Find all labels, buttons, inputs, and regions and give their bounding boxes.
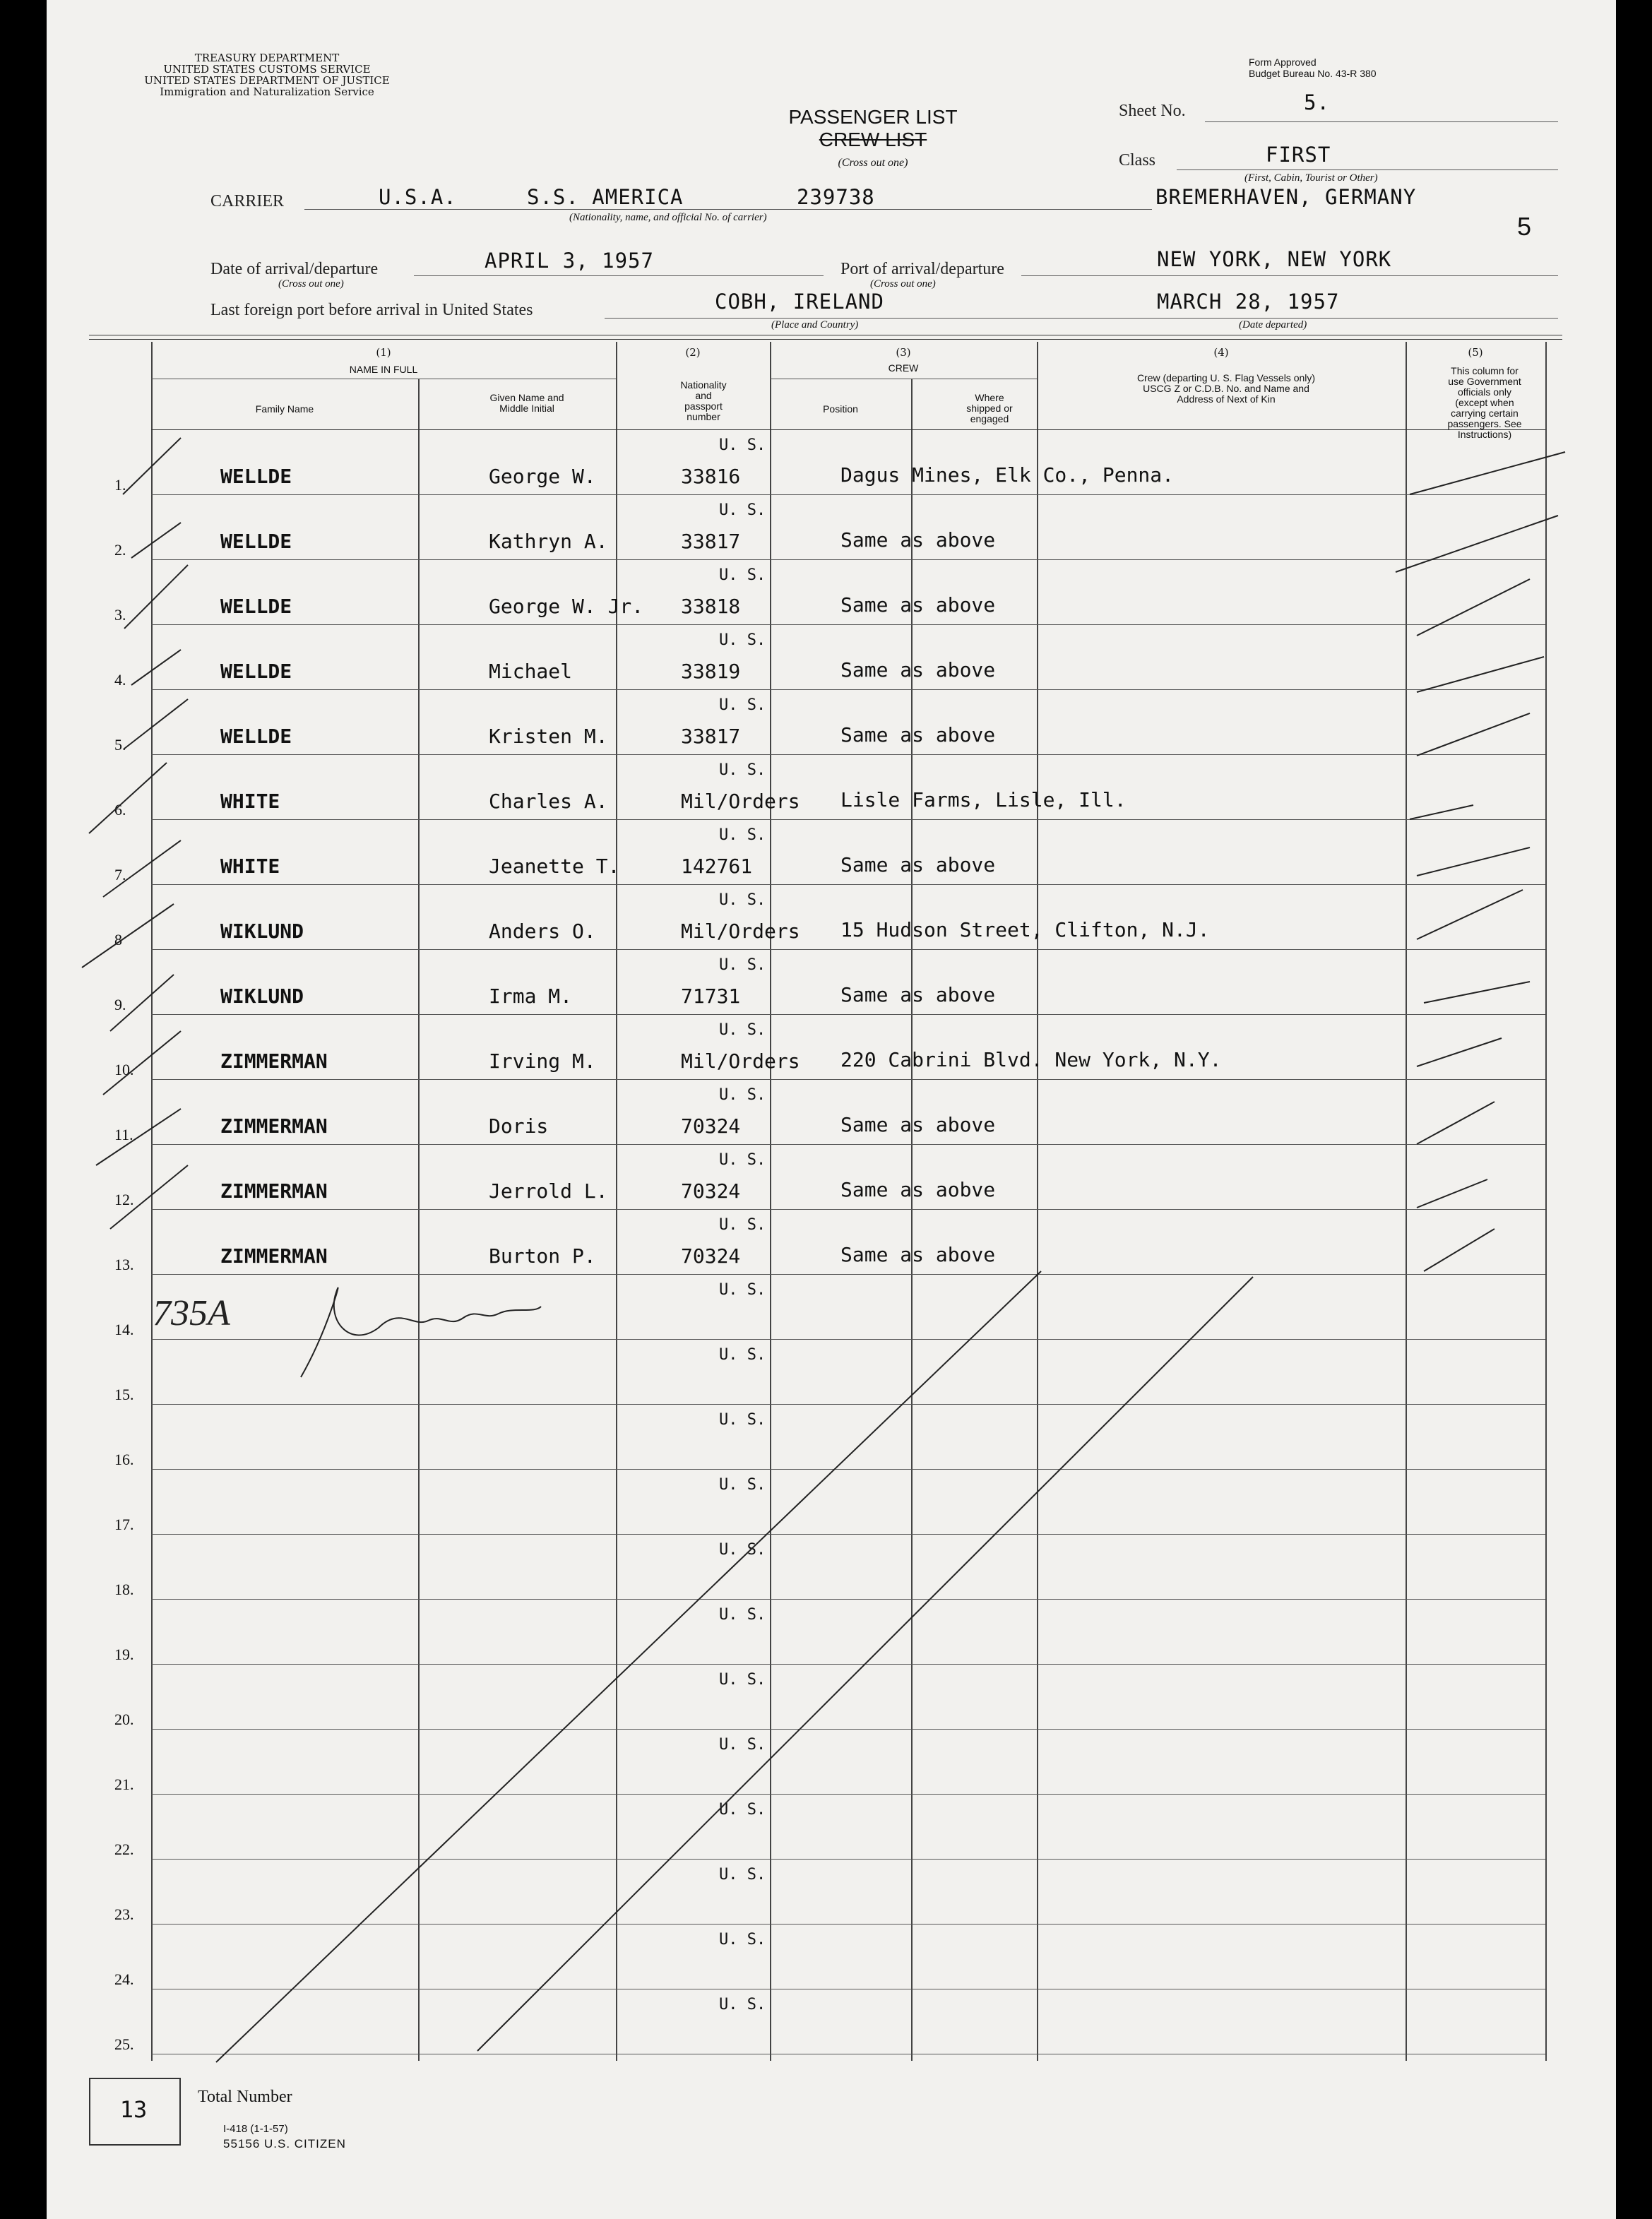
last-port-label: Last foreign port before arrival in United States [210,301,533,319]
total-label: Total Number [198,2088,292,2106]
nationality-cell: U. S. [719,891,766,909]
family-name-header: Family Name [255,403,314,415]
given-name-cell: Charles A. [489,790,608,813]
address-cell: Same as above [840,1243,996,1266]
row-number: 3. [114,606,126,624]
address-cell: Same as above [840,853,996,876]
nationality-cell: U. S. [719,1216,766,1234]
nationality-cell: U. S. [719,436,766,454]
passport-cell: 70324 [681,1244,741,1268]
given-name-header: Given Name and Middle Initial [489,392,564,414]
class-hint: (First, Cabin, Tourist or Other) [1244,172,1378,184]
nationality-cell: U. S. [719,1671,766,1689]
row-number: 18. [114,1581,134,1598]
form-approved-label: Form Approved [1249,56,1317,68]
nationality-cell: U. S. [719,696,766,714]
agency-line-1: TREASURY DEPARTMENT [194,52,340,64]
row-number: 16. [114,1451,134,1468]
col4-number: (4) [1213,346,1229,359]
address-cell: Same as above [840,593,996,617]
carrier-label: CARRIER [210,192,285,210]
given-name-cell: Kristen M. [489,725,608,748]
row-number: 25. [114,2035,134,2053]
family-name-cell: ZIMMERMAN [220,1179,328,1203]
arrival-date-label: Date of arrival/departure [210,260,379,278]
arrival-date-hint: (Cross out one) [278,278,344,290]
total-value: 13 [119,2096,148,2123]
address-cell: 220 Cabrini Blvd. New York, N.Y. [840,1048,1222,1071]
agency-line-2: UNITED STATES CUSTOMS SERVICE [163,63,371,76]
family-name-cell: WELLDE [220,530,292,553]
family-name-cell: WIKLUND [220,984,304,1008]
row-number: 10. [114,1061,134,1078]
row-number: 1. [114,476,126,494]
nationality-cell: U. S. [719,1281,766,1299]
nationality-header: Nationality and passport number [680,379,727,422]
row-number: 15. [114,1386,134,1403]
row-number: 22. [114,1840,134,1858]
nationality-cell: U. S. [719,1606,766,1624]
where-shipped-header: Where shipped or engaged [966,392,1013,424]
budget-bureau-label: Budget Bureau No. 43-R 380 [1249,68,1377,79]
passport-cell: 70324 [681,1179,741,1203]
last-port-value: COBH, IRELAND [715,290,884,314]
row-number: 14. [114,1321,134,1338]
signature-mark [301,1288,541,1377]
date-departed-hint: (Date departed) [1239,319,1307,331]
nationality-cell: U. S. [719,1411,766,1429]
sheet-label: Sheet No. [1119,102,1186,120]
passport-cell: 33816 [681,465,741,488]
row-number: 11. [114,1126,133,1143]
passport-cell: 33818 [681,595,741,618]
sheet-value: 5. [1304,90,1330,114]
title-cross-out-hint: (Cross out one) [838,157,908,169]
handwriting-overlay [47,0,1616,2219]
handwritten-note: 735A [153,1293,230,1333]
family-name-cell: ZIMMERMAN [220,1244,328,1268]
agency-line-3: UNITED STATES DEPARTMENT OF JUSTICE [144,74,390,87]
col1-number: (1) [376,346,391,359]
family-name-cell: WIKLUND [220,920,304,943]
position-header: Position [823,403,858,415]
form-code: I-418 (1-1-57) [223,2123,288,2135]
col2-number: (2) [685,346,701,359]
nationality-cell: U. S. [719,1021,766,1039]
carrier-number: 239738 [797,185,875,209]
family-name-cell: WELLDE [220,595,292,618]
row-number: 2. [114,541,126,559]
nationality-cell: U. S. [719,631,766,649]
row-number: 6. [114,801,126,819]
col3-number: (3) [896,346,911,359]
nationality-cell: U. S. [719,1346,766,1364]
family-name-cell: ZIMMERMAN [220,1049,328,1073]
passport-cell: 71731 [681,984,741,1008]
arrival-port-hint: (Cross out one) [870,278,936,290]
nationality-cell: U. S. [719,1931,766,1949]
family-name-cell: WHITE [220,855,280,878]
family-name-cell: WELLDE [220,465,292,488]
address-cell: Same as aobve [840,1178,996,1201]
passport-cell: 33817 [681,530,741,553]
row-number: 8 [114,931,122,948]
address-cell: Same as above [840,528,996,552]
cancel-stroke-1 [216,1271,1041,2062]
address-cell: Same as above [840,658,996,682]
col1-title: NAME IN FULL [349,364,418,375]
class-label: Class [1119,151,1156,169]
nationality-cell: U. S. [719,1866,766,1884]
family-name-cell: ZIMMERMAN [220,1114,328,1138]
given-name-cell: Michael [489,660,573,683]
nationality-cell: U. S. [719,566,766,584]
title-passenger-list: PASSENGER LIST [788,106,958,128]
given-name-cell: Burton P. [489,1244,596,1268]
carrier-hint: (Nationality, name, and official No. of carrier) [569,212,767,223]
form-citizen: 55156 U.S. CITIZEN [223,2137,346,2150]
passport-cell: 70324 [681,1114,741,1138]
corner-number: 5 [1517,212,1532,241]
family-name-cell: WELLDE [220,660,292,683]
departure-port: BREMERHAVEN, GERMANY [1155,185,1417,209]
nationality-cell: U. S. [719,1151,766,1169]
col5-header: This column for use Government officials only (except when carrying certain passengers. See Instructions) [1447,365,1522,440]
passport-cell: Mil/Orders [681,790,800,813]
row-number: 17. [114,1516,134,1533]
row-number: 12. [114,1191,134,1208]
agency-line-4: Immigration and Naturalization Service [160,85,374,98]
address-cell: Same as above [840,723,996,746]
last-port-hint: (Place and Country) [771,319,859,331]
nationality-cell: U. S. [719,1541,766,1559]
row-number: 13. [114,1256,134,1273]
address-cell: Dagus Mines, Elk Co., Penna. [840,463,1175,487]
row-number: 20. [114,1711,134,1728]
given-name-cell: Kathryn A. [489,530,608,553]
given-name-cell: Anders O. [489,920,596,943]
given-name-cell: George W. [489,465,596,488]
address-cell: 15 Hudson Street, Clifton, N.J. [840,918,1210,941]
row-number: 5. [114,736,126,754]
row-number: 19. [114,1646,134,1663]
passport-cell: Mil/Orders [681,1049,800,1073]
nationality-cell: U. S. [719,826,766,844]
given-name-cell: Irma M. [489,984,573,1008]
arrival-date-value: APRIL 3, 1957 [485,249,654,273]
nationality-cell: U. S. [719,761,766,779]
row-number: 9. [114,996,126,1013]
given-name-cell: George W. Jr. [489,595,644,618]
given-name-cell: Jerrold L. [489,1179,608,1203]
family-name-cell: WELLDE [220,725,292,748]
title-crew-list: CREW LIST [819,129,927,150]
given-name-cell: Doris [489,1114,549,1138]
passport-cell: 142761 [681,855,753,878]
nationality-cell: U. S. [719,1736,766,1754]
row-number: 4. [114,671,126,689]
nationality-cell: U. S. [719,956,766,974]
carrier-name: S.S. AMERICA [527,185,684,209]
row-number: 21. [114,1775,134,1793]
family-name-cell: WHITE [220,790,280,813]
date-departed: MARCH 28, 1957 [1157,290,1340,314]
document-page [47,0,1616,2219]
nationality-cell: U. S. [719,1476,766,1494]
carrier-nationality: U.S.A. [379,185,457,209]
passport-cell: 33819 [681,660,741,683]
nationality-cell: U. S. [719,1801,766,1819]
address-cell: Same as above [840,983,996,1006]
cancel-stroke-2 [477,1277,1253,2051]
nationality-cell: U. S. [719,501,766,519]
passport-cell: Mil/Orders [681,920,800,943]
col5-number: (5) [1468,346,1483,359]
nationality-cell: U. S. [719,1086,766,1104]
row-number: 24. [114,1970,134,1988]
row-number: 23. [114,1905,134,1923]
address-cell: Same as above [840,1113,996,1136]
address-cell: Lisle Farms, Lisle, Ill. [840,788,1127,811]
given-name-cell: Irving M. [489,1049,596,1073]
crew-header: CREW [888,362,919,374]
col4-header: Crew (departing U. S. Flag Vessels only) USCG Z or C.D.B. No. and Name and Address of Next of Kin [1136,372,1316,405]
given-name-cell: Jeanette T. [489,855,620,878]
class-value: FIRST [1266,143,1331,167]
row-number: 7. [114,866,126,884]
arrival-port-value: NEW YORK, NEW YORK [1157,247,1392,271]
nationality-cell: U. S. [719,1996,766,2013]
arrival-port-label: Port of arrival/departure [840,260,1004,278]
passport-cell: 33817 [681,725,741,748]
